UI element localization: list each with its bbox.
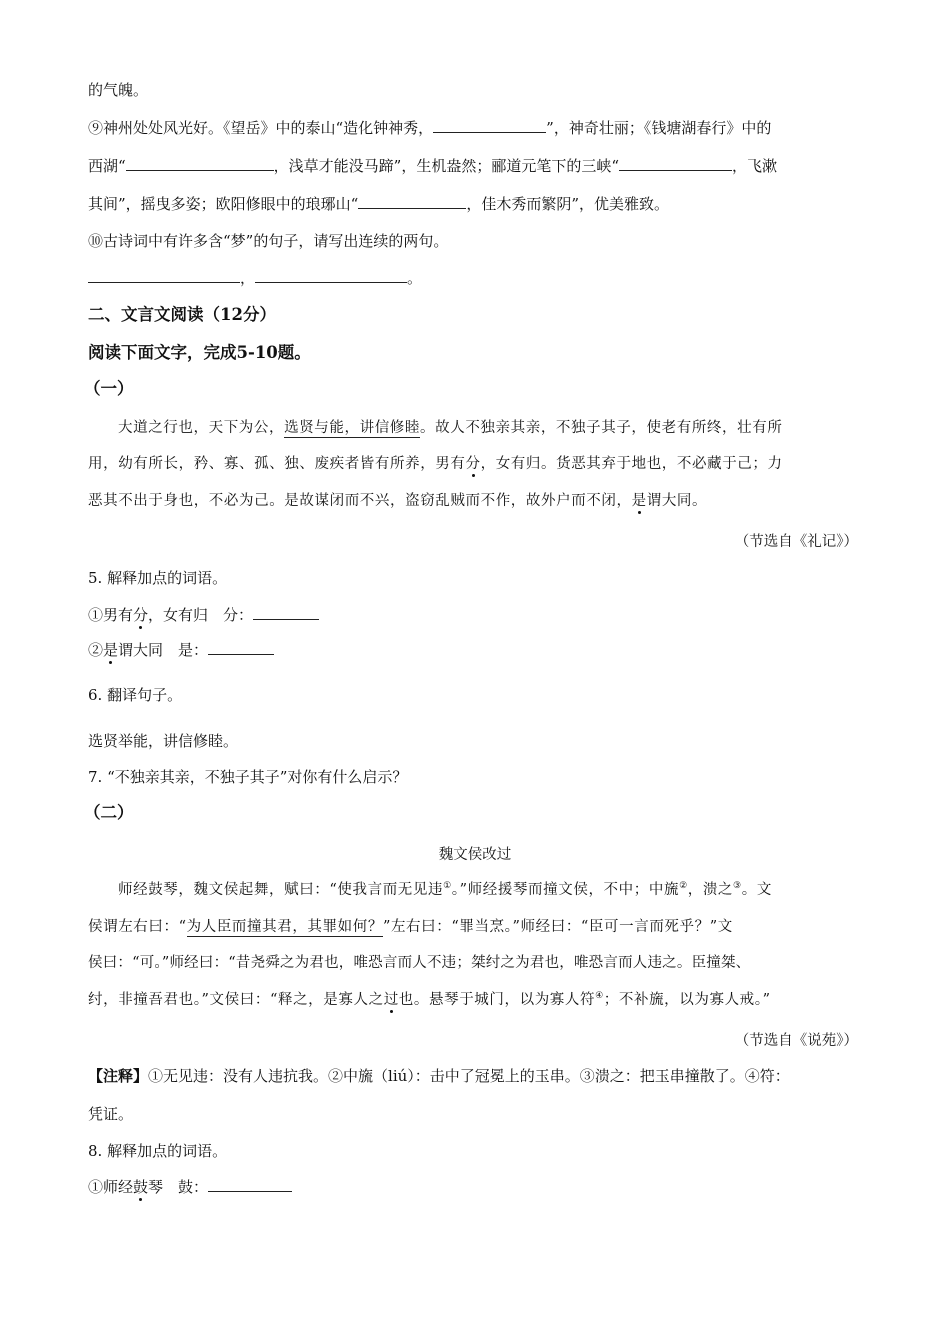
- part-label: （二）: [84, 803, 134, 822]
- part-label: （一）: [84, 379, 134, 398]
- passage-2-line: 纣，非撞吾君也。”文侯曰：“释之，是寡人之过也。悬琴于城门，以为寡人符④；不补旒，以为寡人戒。”: [88, 991, 771, 1008]
- q8-item-1: ①师经鼓琴 鼓：: [88, 1177, 292, 1197]
- answer-blank[interactable]: [619, 156, 732, 171]
- answer-blank[interactable]: [126, 156, 274, 171]
- answer-blank[interactable]: [208, 1177, 292, 1192]
- answer-blank[interactable]: [88, 268, 240, 283]
- q5-title: 5. 解释加点的词语。: [88, 569, 228, 587]
- passage-2-line: 侯曰：“可。”师经曰：“昔尧舜之为君也，唯恐言而人不违；桀纣之为君也，唯恐言而人违之。臣撞桀、: [88, 955, 751, 971]
- q7-title: 7. “不独亲其亲，不独子其子”对你有什么启示？: [88, 768, 408, 786]
- passage-title: 魏文侯改过: [438, 847, 512, 863]
- underlined-text: 选贤与能，讲信修睦: [284, 420, 421, 436]
- q6-sentence: 选贤举能，讲信修睦。: [88, 732, 239, 750]
- answer-blank[interactable]: [208, 640, 274, 655]
- q10-answer-line: ， 。: [88, 268, 422, 288]
- q10-prompt: ⑩古诗词中有许多含“梦”的句子，请写出连续的两句。: [88, 232, 449, 250]
- answer-blank[interactable]: [255, 268, 407, 283]
- instruction: 阅读下面文字，完成5-10题。: [88, 343, 311, 362]
- q8-title: 8. 解释加点的词语。: [88, 1142, 228, 1160]
- note-marker: ①: [443, 881, 452, 892]
- note-marker: ③: [733, 881, 742, 892]
- answer-blank[interactable]: [358, 194, 466, 209]
- dotted-char: 鼓: [133, 1178, 149, 1196]
- q9-line-3: 其间”，摇曳多姿；欧阳修眼中的琅琊山“ ，佳木秀而繁阴”，优美雅致。: [88, 195, 670, 213]
- q5-item-2: ②是谓大同 是：: [88, 640, 274, 660]
- dotted-char: 是: [103, 641, 119, 659]
- note-marker: ④: [595, 991, 604, 1002]
- dotted-char: 分: [465, 456, 481, 472]
- section-title: 二、文言文阅读（12分）: [88, 305, 276, 324]
- dotted-char: 过: [383, 992, 399, 1008]
- passage-1-line: 大道之行也，天下为公，选贤与能，讲信修睦。故人不独亲其亲，不独子其子，使老有所终，壮有所: [118, 420, 783, 436]
- notes-lead: 【注释】: [88, 1067, 149, 1085]
- q5-item-1: ①男有分，女有归 分：: [88, 605, 319, 625]
- source-citation: （节选自《说苑》）: [734, 1033, 858, 1049]
- passage-2-line: 师经鼓琴，魏文侯起舞，赋曰：“使我言而无见违①。”师经援琴而撞文侯，不中；中旒②，溃之③。文: [118, 881, 772, 898]
- text-line: 的气魄。: [88, 81, 149, 99]
- answer-blank[interactable]: [253, 605, 319, 620]
- underlined-text: 为人臣而撞其君，其罪如何？: [186, 919, 383, 935]
- passage-1-line: 用，幼有所长，矜、寡、孤、独、废疾者皆有所养，男有分，女有归。货恶其弃于地也，不必藏于己；力: [88, 456, 783, 472]
- notes-line: 【注释】①无见违：没有人违抗我。②中旒（liú）：击中了冠冕上的玉串。③溃之：把玉串撞散了。④符：: [88, 1067, 790, 1085]
- notes-line: 凭证。: [88, 1105, 134, 1123]
- dotted-char: 分: [133, 606, 149, 624]
- q6-title: 6. 翻译句子。: [88, 686, 183, 704]
- q9-line-1: ⑨神州处处风光好。《望岳》中的泰山“造化钟神秀， ”，神奇壮丽；《钱塘湖春行》中的: [88, 119, 772, 137]
- note-marker: ②: [679, 881, 688, 892]
- q9-line-2: 西湖“ ，浅草才能没马蹄”，生机盎然；郦道元笔下的三峡“ ，飞漱: [88, 157, 778, 175]
- passage-2-line: 侯谓左右曰：“为人臣而撞其君，其罪如何？”左右曰：“罪当烹。”师经曰：“臣可一言而死乎？”文: [88, 919, 733, 935]
- answer-blank[interactable]: [433, 118, 546, 133]
- passage-1-line: 恶其不出于身也，不必为己。是故谋闭而不兴，盗窃乱贼而不作，故外户而不闭，是谓大同。: [88, 493, 708, 509]
- dotted-char: 是: [631, 493, 647, 509]
- source-citation: （节选自《礼记》）: [734, 534, 858, 550]
